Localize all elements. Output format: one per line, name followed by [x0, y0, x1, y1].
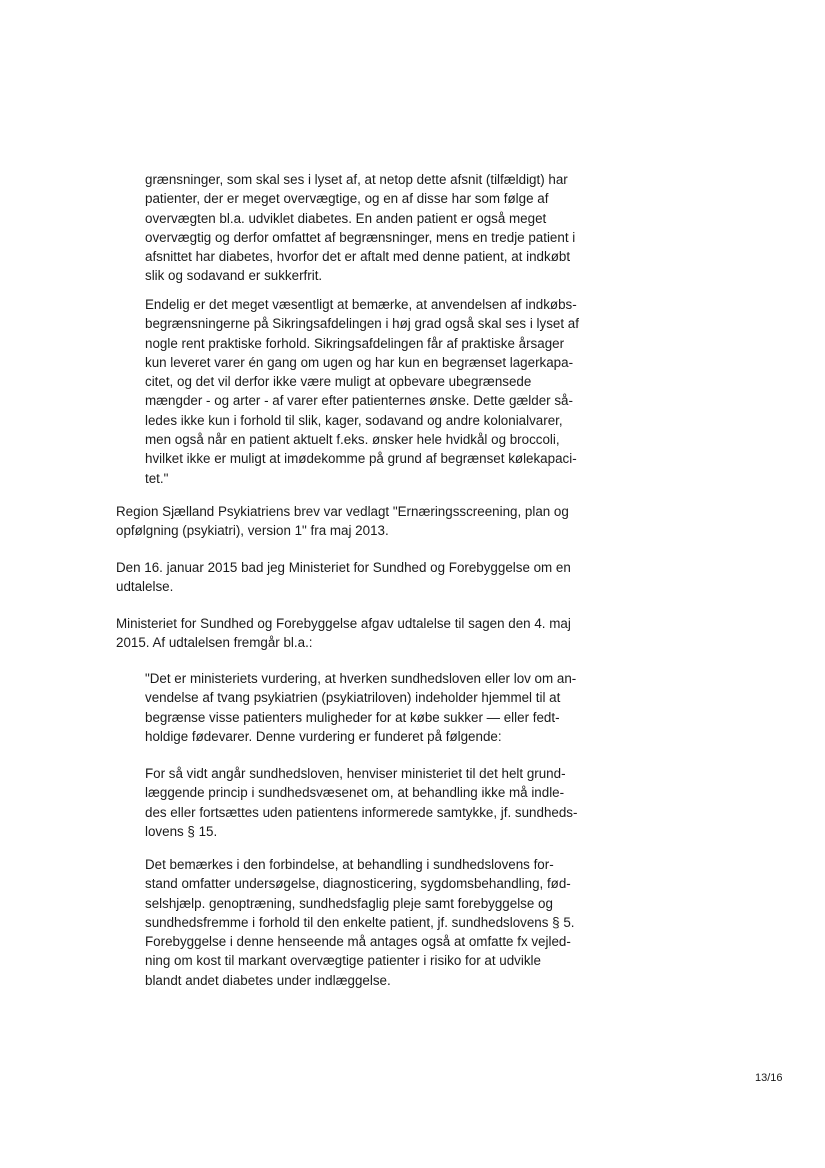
text-line: selshjælp. genoptræning, sundhedsfaglig pleje samt forebyggelse og — [145, 895, 553, 911]
text-line: vendelse af tvang psykiatrien (psykiatriloven) indeholder hjemmel til at — [145, 690, 561, 706]
quote-paragraph-treatment-definition — [145, 855, 575, 990]
text-line: des eller fortsættes uden patientens informerede samtykke, jf. sundheds- — [145, 804, 578, 820]
text-line: overvægtig og derfor omfattet af begrænsninger, mens en tredje patient i — [145, 229, 576, 245]
text-line: Forebyggelse i denne henseende må antages også at omfatte fx vejled- — [145, 934, 571, 950]
text-line: grænsninger, som skal ses i lyset af, at netop dette afsnit (tilfældigt) har — [145, 172, 568, 187]
text-line: udtalelse. — [116, 579, 174, 595]
text-line: ning om kost til markant overvægtige patienter i risiko for at udvikle — [145, 953, 541, 969]
text-line: Ministeriet for Sundhed og Forebyggelse afgav udtalelse til sagen den 4. maj — [116, 616, 571, 631]
quote-paragraph-ministry-assessment — [145, 669, 576, 746]
text-line: stand omfatter undersøgelse, diagnosticering, sygdomsbehandling, fød- — [145, 876, 571, 892]
body-paragraph-attachment — [116, 502, 569, 541]
text-line: men også når en patient aktuelt f.eks. ønsker hele hvidkål og broccoli, — [145, 432, 560, 448]
text-line: slik og sodavand er sukkerfrit. — [145, 268, 323, 284]
text-line: begrænsningerne på Sikringsafdelingen i høj grad også skal ses i lyset af — [145, 316, 579, 332]
text-line: nogle rent praktiske forhold. Sikringsafdelingen får af praktiske årsager — [145, 335, 565, 351]
text-line: opfølgning (psykiatri), version 1" fra maj 2013. — [116, 523, 389, 539]
text-line: mængder - og arter - af varer efter patienternes ønske. Dette gælder så- — [145, 393, 573, 409]
text-line: kun leveret varer én gang om ugen og har kun en begrænset lagerkapa- — [145, 354, 574, 370]
text-line: 2015. Af udtalelsen fremgår bl.a.: — [116, 635, 313, 651]
text-line: citet, og det vil derfor ikke være muligt at opbevare ubegrænsede — [145, 374, 532, 390]
text-line: overvægten bl.a. udviklet diabetes. En anden patient er også meget — [145, 210, 547, 226]
quote-paragraph-health-act — [145, 764, 577, 841]
text-line: "Det er ministeriets vurdering, at hverken sundhedsloven eller lov om an- — [145, 671, 577, 686]
text-line: Den 16. januar 2015 bad jeg Ministeriet for Sundhed og Forebyggelse om en — [116, 560, 571, 575]
text-line: ledes ikke kun i forhold til slik, kager, sodavand og andre kolonialvarer, — [145, 412, 563, 428]
text-line: afsnittet har diabetes, hvorfor det er aftalt med denne patient, at indkøbt — [145, 249, 571, 265]
quote-paragraph-practical-conditions — [145, 295, 579, 488]
text-line: læggende princip i sundhedsvæsenet om, at behandling ikke må indle- — [145, 785, 565, 801]
body-paragraph-ministry-statement — [116, 614, 571, 653]
text-line: hvilket ikke er muligt at imødekomme på grund af begrænset kølekapaci- — [145, 451, 577, 467]
text-line: Region Sjælland Psykiatriens brev var vedlagt "Ernæringsscreening, plan og — [116, 504, 569, 519]
page-number: 13/16 — [755, 1072, 783, 1084]
text-line: holdige fødevarer. Denne vurdering er funderet på følgende: — [145, 728, 502, 744]
text-line: lovens § 15. — [145, 823, 218, 839]
text-line: begrænse visse patienters muligheder for at købe sukker — eller fedt- — [145, 709, 560, 725]
quote-paragraph-inventory-restrictions — [145, 170, 575, 286]
text-line: blandt andet diabetes under indlæggelse. — [145, 972, 391, 988]
body-paragraph-request — [116, 558, 571, 597]
text-line: patienter, der er meget overvægtige, og en af disse har som følge af — [145, 191, 549, 207]
text-line: tet." — [145, 470, 169, 486]
text-line: For så vidt angår sundhedsloven, henviser ministeriet til det helt grund- — [145, 766, 566, 781]
text-line: Det bemærkes i den forbindelse, at behandling i sundhedslovens for- — [145, 857, 554, 872]
text-line: sundhedsfremme i forhold til den enkelte patient, jf. sundhedslovens § 5. — [145, 914, 575, 930]
text-line: Endelig er det meget væsentligt at bemærke, at anvendelsen af indkøbs- — [145, 297, 577, 312]
